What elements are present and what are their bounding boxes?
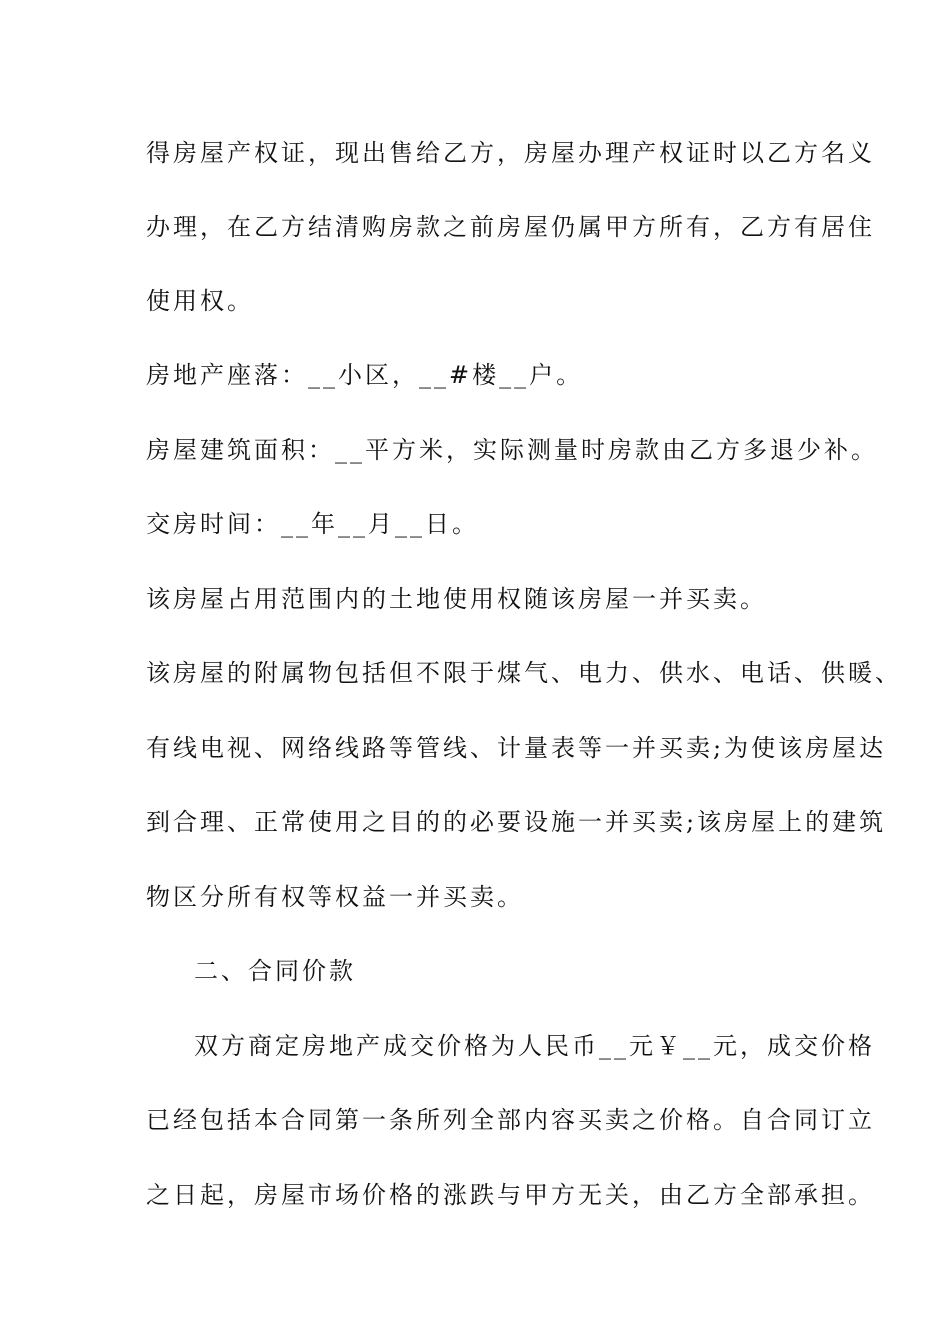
section-heading: 二、合同价款 <box>194 957 356 985</box>
paragraph-line: 办理，在乙方结清购房款之前房屋仍属甲方所有，乙方有居住 <box>146 213 875 241</box>
land-use-line: 该房屋占用范围内的土地使用权随该房屋一并买卖。 <box>146 585 767 613</box>
paragraph-line: 有线电视、网络线路等管线、计量表等一并买卖;为使该房屋达 <box>146 734 887 762</box>
paragraph-line: 已经包括本合同第一条所列全部内容买卖之价格。自合同订立 <box>146 1106 875 1134</box>
paragraph-line: 双方商定房地产成交价格为人民币__元￥__元，成交价格 <box>194 1032 875 1060</box>
paragraph-line: 得房屋产权证，现出售给乙方，房屋办理产权证时以乙方名义 <box>146 139 875 167</box>
paragraph-line: 之日起，房屋市场价格的涨跌与甲方无关，由乙方全部承担。 <box>146 1181 875 1209</box>
property-location-line: 房地产座落：__小区，__#楼__户。 <box>146 361 584 389</box>
handover-date-line: 交房时间：__年__月__日。 <box>146 510 479 538</box>
paragraph-line: 该房屋的附属物包括但不限于煤气、电力、供水、电话、供暖、 <box>146 659 902 687</box>
building-area-line: 房屋建筑面积：__平方米，实际测量时房款由乙方多退少补。 <box>146 436 878 464</box>
paragraph-line: 物区分所有权等权益一并买卖。 <box>146 883 524 911</box>
paragraph-line: 使用权。 <box>146 287 254 315</box>
paragraph-line: 到合理、正常使用之目的的必要设施一并买卖;该房屋上的建筑 <box>146 808 887 836</box>
